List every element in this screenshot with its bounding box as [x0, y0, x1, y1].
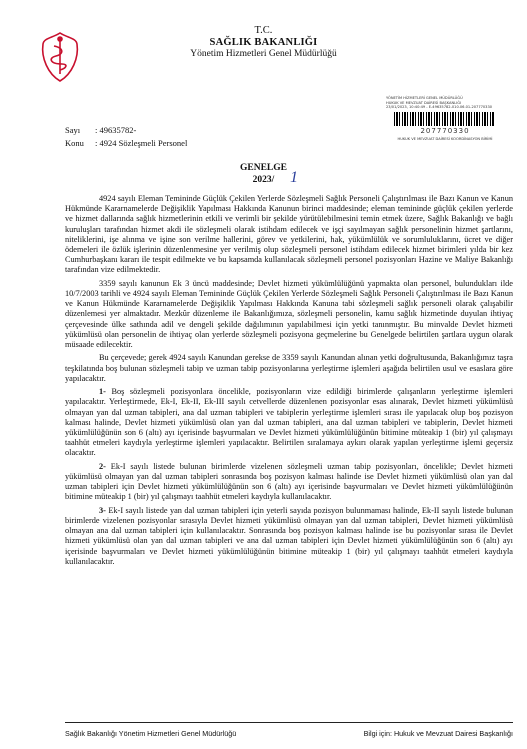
- reference-sayi: [65, 125, 136, 135]
- header-tc: T.C.: [254, 25, 273, 36]
- list-item: [65, 387, 513, 458]
- sayi-label: Sayı: [65, 125, 81, 135]
- registry-stamp: [386, 96, 504, 141]
- list-item: [65, 462, 513, 503]
- item-text: Ek-I sayılı listede yan dal uzman tabipleri için yeterli sayıda pozisyon bulunmaması halinde, Ek-II sayılı listede bulunan birimlerde vizelenen pozisyonlar sırasıyla Devlet hizmeti yükümlüsü olmayan yan dal uzman tabipleri, Devlet hizmeti yükümlüsü olmayan ana dal uzman tabipleri için kullanılacaktır. Sonrasında boş pozisyon kalması halinde ise bu pozisyonlar sırası ile Devlet hizmeti yükümlüsü olan yan dal uzman tabipleri ve ana dal uzman tabipleri için Devlet hizmeti yükümlülüğünün son 6 (altı) ayı içerisinde başvurmaları ve Devlet hizmeti yükümlülüğünün bitimine müteakip 1 (bir) yıl çalışmayı taahhüt etmeleri kaydıyla kullanılacaktır.: [65, 505, 514, 566]
- konu-label: Konu: [65, 138, 84, 148]
- document-title: GENELGE: [240, 163, 287, 173]
- barcode-number: 207770330: [420, 126, 470, 135]
- header-ministry: SAĞLIK BAKANLIĞI: [209, 37, 318, 48]
- footer-divider: [65, 722, 513, 723]
- konu-value: : 4924 Sözleşmeli Personel: [95, 138, 188, 148]
- stamp-line-1: YÖNETİM HİZMETLERİ GENEL MÜDÜRLÜĞÜ: [386, 96, 463, 100]
- paragraph: 4924 sayılı Eleman Temininde Güçlük Çekilen Yerlerde Sözleşmeli Sağlık Personeli Çalıştırılması ile Bazı Kanun ve Kanun Hükmünde Kararnamelerde Değişiklik Yapılması Hakkında Kanunun birinci maddesinde; eleman temininde güçlük çekilen yerlerde ve hizmet dallarında sağlık hizmetlerinin etkili ve verimli bir şekilde yürütülebilmesini temin etmek üzere, Sağlık Bakanlığı ve bağlı kuruluşları tarafından hizmet akdi ile sözleşmeli olarak istihdam edilecek ve işçi sayılmayan sağlık personelinin hizmet şartlarını, niteliklerini, işe alınma ve işine son verilme hallerini, görev ve yetkilerini, hak, yükümlülük ve sorumluluklarını, ücret ve diğer ödemeleri ile özlük işlerinin düzenlenmesine yer verilmiş olup sözleşmeli personel istihdam edilecek hizmet birimleri yılda bir kez Cumhurbaşkanı kararı ile tespit edilmekte ve bu kapsamda kullanılacak sözleşmeli personel pozisyonları Hazine ve Maliye Bakanlığı tarafından vize edilmektedir.: [65, 194, 513, 275]
- document-number: 2023/: [252, 175, 275, 185]
- header-general-directorate: Yönetim Hizmetleri Genel Müdürlüğü: [190, 49, 337, 59]
- footer-right: Bilgi için: Hukuk ve Mevzuat Dairesi Başkanlığı: [363, 729, 513, 738]
- list-item: [65, 506, 513, 567]
- reference-konu: [65, 138, 187, 148]
- stamp-line-3: 23/01/2023, 10:40:49 - E-49635782-010.06.01-207770330: [386, 105, 493, 110]
- barcode-icon: [394, 112, 494, 126]
- sayi-value: : 49635782-: [95, 125, 137, 135]
- item-number: 1-: [99, 387, 106, 397]
- item-text: Boş sözleşmeli pozisyonlara öncelikle, pozisyonların vize edildiği birimlerde çalışanların yerleştirme işlemleri yapılacaktır. Yerleştirmede, Ek-I, Ek-II, Ek-III sayılı cetvellerde düzenlenen pozisyonlar esas alınarak, Devlet hizmeti yükümlüsü olmayan yan dal uzman tabipleri, ana dal uzman tabipleri ve tabiplerin yerleştirme işlemleri sırası ile yapılacak olup boş pozisyon kalması halinde, Devlet hizmeti yükümlüsü olan yan dal uzman tabipleri, ana dal uzman tabipleri ve tabiplerin, Devlet hizmeti yükümlülüğünün son 6 (altı) ayı içerisinde başvurmaları ve Devlet hizmeti yükümlülüğünün bitimine müteakip 1 (bir) yıl çalışmayı taahhüt etmeleri kaydıyla yerleştirme işlemleri yapılacaktır. Belirtilen sıralamaya aykırı olarak yapılan yerleştirme işlemi geçersiz olacaktır.: [65, 387, 513, 458]
- stamp-line-2: HUKUK VE MEVZUAT DAİRESİ BAŞKANLIĞI: [386, 100, 462, 105]
- item-text: Ek-I sayılı listede bulunan birimlerde vizelenen sözleşmeli uzman tabip pozisyonları, öncelikle; Devlet hizmeti yükümlüsü olmayan yan dal uzman tabipleri sonrasında boş pozisyon kalması halinde ise Devlet hizmeti yükümlüsü olan yan dal uzman tabipleri için Devlet hizmeti yükümlülüğünün son 6 (altı) ayı içerisinde başvurmaları ve Devlet hizmeti yükümlülüğünün bitimine müteakip 1 (bir) yıl çalışmayı taahhüt etmeleri kaydıyla kullanılacaktır.: [65, 461, 513, 502]
- paragraph: Bu çerçevede; gerek 4924 sayılı Kanundan gerekse de 3359 sayılı Kanundan alınan yetki doğrultusunda, Bakanlığımız taşra teşkilatında boş bulunan sözleşmeli tabip ve uzman tabip pozisyonlarına yerleştirme işlemleri aşağıda belirtilen usul ve esaslara göre yapılacaktır.: [65, 353, 513, 383]
- handwritten-number: 1: [290, 169, 298, 186]
- document-body: [65, 194, 513, 570]
- item-number: 3-: [99, 505, 106, 515]
- item-number: 2-: [99, 461, 106, 471]
- paragraph: 3359 sayılı kanunun Ek 3 üncü maddesinde; Devlet hizmeti yükümlülüğünü yapmakta olan personel, bulundukları ilde 10/7/2003 tarihli ve 4924 sayılı Eleman Temininde Güçlük Çekilen Yerlerde Sözleşmeli Sağlık Personeli Çalıştırılması ile Bazı Kanun ve Kanun Hükmünde Kararnamelerde Değişiklik Yapılması Hakkında Kanuna tabi sözleşmeli sağlık personeli olarak çalışabilir düzenlemesi yer almaktadır. Mezkûr düzenleme ile Bakanlığımıza, sözleşmeli personelin, kamu sağlık hizmetinde duyulan ihtiyaç çerçevesinde ülke sathında adil ve dengeli şekilde dağılımının yapılabilmesi için yetki tanınmıştır. Bu minvalde Devlet hizmeti yükümlüsü olan personelin de ihtiyaç olan yerlerde sözleşmeli pozisyona geçmelerine bu Genelgede belirtilen şartlara uygun olarak müsaade edilecektir.: [65, 278, 513, 350]
- stamp-unit: HUKUK VE MEVZUAT DAİRESİ KOORDİNASYON BİRİMİ: [397, 136, 493, 141]
- footer-left: Sağlık Bakanlığı Yönetim Hizmetleri Genel Müdürlüğü: [65, 729, 237, 738]
